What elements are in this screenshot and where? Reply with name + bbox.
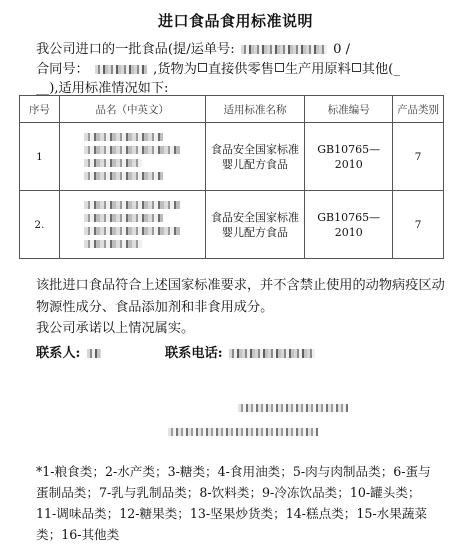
redacted-product-name: [59, 191, 205, 259]
redacted-date: [168, 428, 318, 436]
header-category: 产品类别: [393, 96, 444, 123]
row-category: 7: [393, 191, 444, 259]
contact-phone: [165, 342, 317, 361]
checkbox-raw-material: [275, 63, 284, 72]
category-footnote: *1-粮食类；2-水产类；3-糖类；4-食用油类；5-肉与肉制品类；6-蛋与蛋制品类；7-乳与乳制品类；8-饮料类；9-冷冻饮品类；10-罐头类；11-调味品类；12-糖果类；13-坚果炒货类；14-糕点类；15-水果蔬菜类；16-其他类: [36, 464, 431, 542]
checkbox-retail: [198, 63, 207, 72]
checkbox-other: [352, 63, 361, 72]
waybill-tail: 0 /: [333, 42, 351, 57]
row-standard-name: 食品安全国家标准 婴儿配方食品: [205, 191, 305, 259]
waybill-line: [36, 38, 350, 57]
contact-person: [36, 342, 103, 361]
redacted-product-name: [59, 123, 205, 191]
header-standard-code: 标准编号: [305, 96, 393, 123]
commitment-statement: 我公司承诺以上情况属实。: [36, 321, 195, 336]
row-standard-name: 食品安全国家标准 婴儿配方食品: [205, 123, 305, 191]
waybill-label: 我公司进口的一批食品(提/运单号:: [36, 42, 235, 57]
contract-line: [36, 58, 400, 77]
table-row: [20, 191, 444, 259]
standards-intro-line: __),适用标准情况如下:: [36, 81, 169, 96]
option-other: 其他(_: [361, 62, 400, 77]
row-no: 1: [20, 123, 60, 191]
header-product-name: 品名（中英文）: [59, 96, 205, 123]
contract-label: 合同号：: [36, 62, 89, 77]
redacted-company-seal: [238, 404, 348, 412]
option-raw-material: 生产用原料: [284, 62, 351, 77]
header-standard-name: 适用标准名称: [205, 96, 305, 123]
goods-label: ,货物为: [153, 62, 197, 77]
redacted-waybill-number: [241, 45, 327, 54]
redacted-contact-name: [87, 349, 101, 358]
row-category: 7: [393, 123, 444, 191]
contact-label: 联系人:: [36, 346, 81, 361]
header-no: 序号: [20, 96, 60, 123]
document-title: 进口食品食用标准说明: [157, 12, 313, 30]
redacted-phone-number: [229, 349, 315, 358]
compliance-statement: 该批进口食品符合上述国家标准要求，并不含禁止使用的动物病疫区动物源性成分、食品添加剂和非食用成分。: [36, 278, 445, 315]
option-retail: 直接供零售: [207, 62, 274, 77]
standards-table: [19, 95, 444, 259]
row-standard-code: GB10765— 2010: [305, 123, 393, 191]
row-no: 2.: [20, 191, 60, 259]
redacted-contract-number: [95, 65, 147, 74]
table-row: [20, 123, 444, 191]
table-header-row: [20, 96, 444, 123]
row-standard-code: GB10765— 2010: [305, 191, 393, 259]
phone-label: 联系电话:: [165, 346, 223, 361]
